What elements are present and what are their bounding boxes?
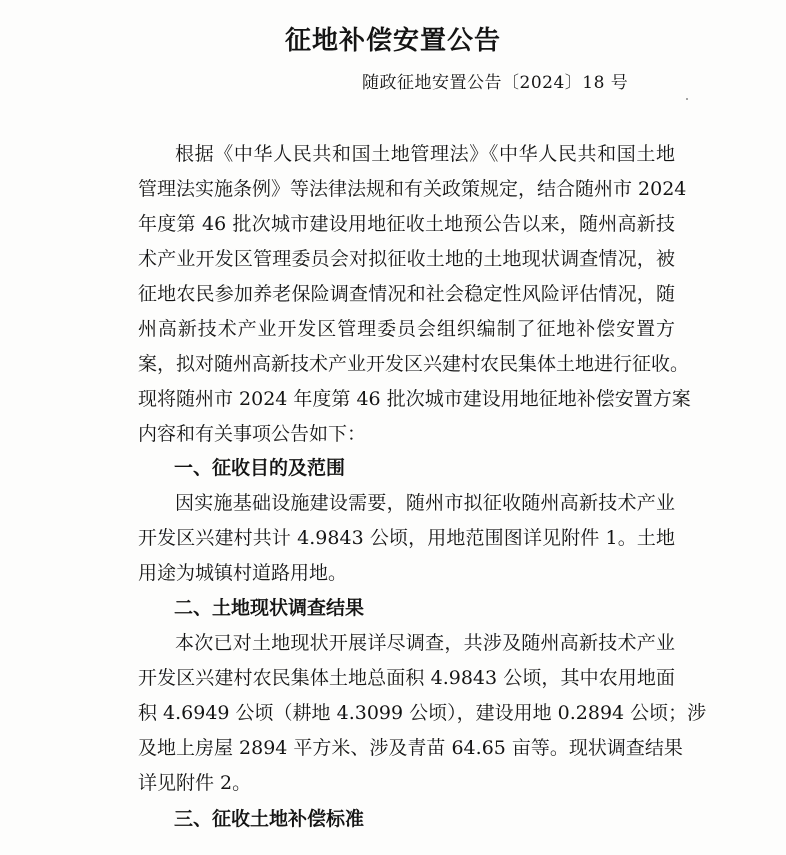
section-heading-compensation-standard: 三、征收土地补偿标准 bbox=[174, 808, 365, 830]
section1-line: 因实施基础设施建设需要，随州市拟征收随州高新技术产业 bbox=[175, 492, 675, 514]
intro-line: 年度第 46 批次城市建设用地征收土地预公告以来，随州高新技 bbox=[138, 213, 675, 235]
section2-line: 积 4.6949 公顷（耕地 4.3099 公顷），建设用地 0.2894 公顷；涉 bbox=[138, 702, 707, 724]
document-title: 征地补偿安置公告 bbox=[284, 26, 501, 56]
intro-line: 案，拟对随州高新技术产业开发区兴建村农民集体土地进行征收。 bbox=[138, 353, 690, 375]
section1-line: 开发区兴建村共计 4.9843 公顷，用地范围图详见附件 1。土地 bbox=[138, 527, 675, 549]
document-number: 随政征地安置公告〔2024〕18 号 bbox=[362, 73, 629, 93]
intro-line: 内容和有关事项公告如下： bbox=[138, 423, 367, 445]
scan-speck bbox=[686, 98, 688, 100]
section-heading-purpose-scope: 一、征收目的及范围 bbox=[174, 457, 346, 479]
section2-line: 详见附件 2。 bbox=[138, 772, 252, 794]
intro-line: 管理法实施条例》等法律法规和有关政策规定，结合随州市 2024 bbox=[138, 178, 687, 200]
intro-line: 征地农民参加养老保险调查情况和社会稳定性风险评估情况，随 bbox=[138, 283, 675, 305]
section2-line: 本次已对土地现状开展详尽调查，共涉及随州高新技术产业 bbox=[175, 632, 675, 654]
section2-line: 及地上房屋 2894 平方米、涉及青苗 64.65 亩等。现状调查结果 bbox=[138, 737, 683, 759]
intro-line: 术产业开发区管理委员会对拟征收土地的土地现状调查情况，被 bbox=[138, 248, 675, 270]
section2-line: 开发区兴建村农民集体土地总面积 4.9843 公顷，其中农用地面 bbox=[138, 667, 675, 689]
section-heading-survey-results: 二、土地现状调查结果 bbox=[174, 597, 365, 619]
section1-line: 用途为城镇村道路用地。 bbox=[138, 562, 348, 584]
intro-line: 根据《中华人民共和国土地管理法》《中华人民共和国土地 bbox=[175, 143, 675, 165]
intro-line: 州高新技术产业开发区管理委员会组织编制了征地补偿安置方 bbox=[138, 318, 675, 340]
intro-line: 现将随州市 2024 年度第 46 批次城市建设用地征地补偿安置方案 bbox=[138, 388, 691, 410]
